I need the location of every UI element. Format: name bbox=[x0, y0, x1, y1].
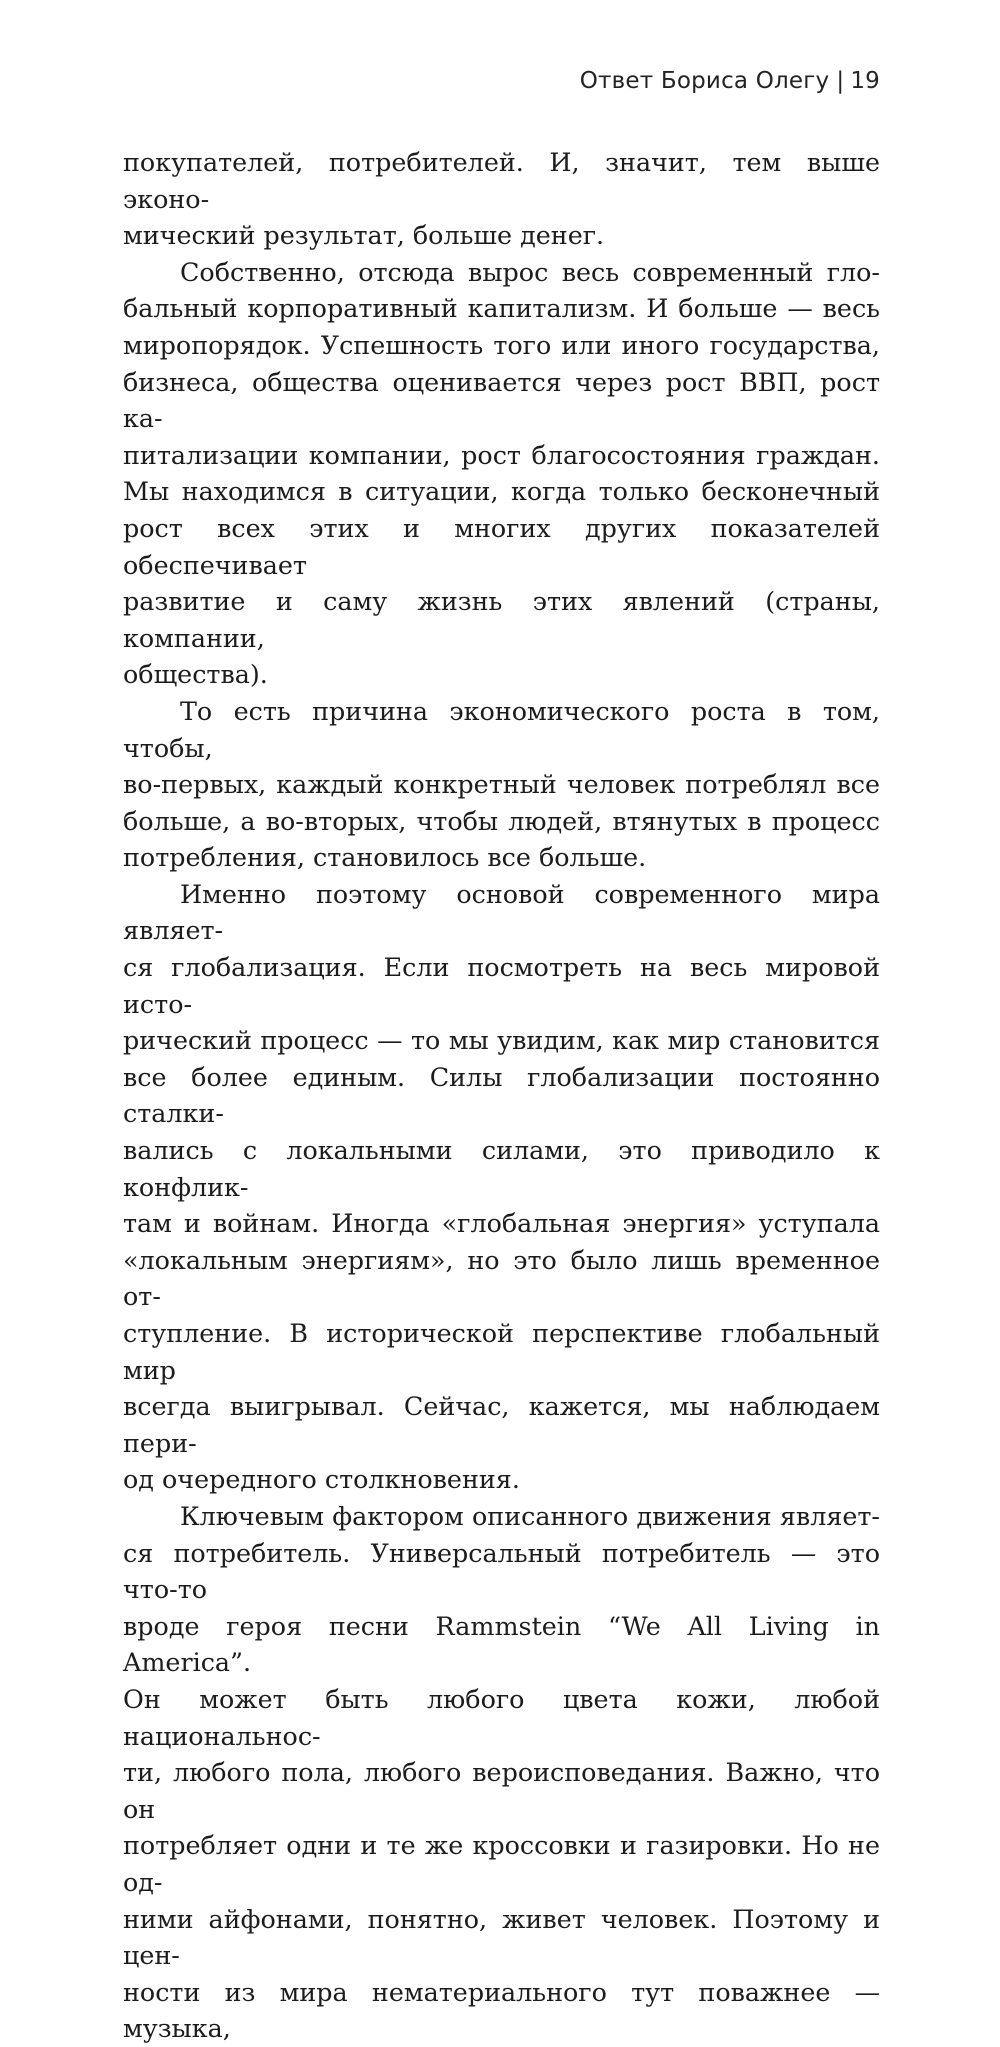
text-line: больше, а во-вторых, чтобы людей, втянутых в процесс bbox=[123, 805, 880, 836]
text-line: ними айфонами, понятно, живет человек. Поэтому и цен- bbox=[123, 1903, 880, 1971]
text-line: развитие и саму жизнь этих явлений (страны, компании, bbox=[123, 586, 880, 653]
text-line: все более единым. Силы глобализации постоянно сталки- bbox=[123, 1061, 880, 1129]
text-line: общества). bbox=[123, 659, 268, 690]
text-line: вались с локальными силами, это приводило к конфлик- bbox=[123, 1135, 880, 1202]
text-line: «локальным энергиям», но это было лишь временное от- bbox=[123, 1244, 880, 1312]
text-line: Собственно, отсюда вырос весь современный гло- bbox=[180, 256, 880, 287]
text-line: питализации компании, рост благосостояния граждан. bbox=[123, 439, 880, 470]
text-line: рост всех этих и многих других показателей обеспечивает bbox=[123, 512, 880, 580]
text-line: ти, любого пола, любого вероисповедания. Важно, что он bbox=[123, 1757, 880, 1824]
text-line: миропорядок. Успешность того или иного государства, bbox=[123, 329, 880, 360]
text-line: покупателей, потребителей. И, значит, тем выше эконо- bbox=[123, 147, 880, 214]
header-separator: | bbox=[836, 68, 845, 94]
text-line: ся глобализация. Если посмотреть на весь мировой исто- bbox=[123, 952, 880, 1019]
page-number: 19 bbox=[850, 68, 880, 94]
text-line: рический процесс — то мы увидим, как мир становится bbox=[123, 1025, 880, 1056]
body-text bbox=[123, 144, 880, 2047]
running-header bbox=[580, 68, 880, 94]
text-line: там и войнам. Иногда «глобальная энергия» уступала bbox=[123, 1208, 880, 1239]
text-line: мический результат, больше денег. bbox=[123, 220, 605, 251]
text-line: ности из мира нематериального тут поважнее — музыка, bbox=[123, 1976, 880, 2044]
text-line: ступление. В исторической перспективе глобальный мир bbox=[123, 1318, 880, 1385]
text-line: То есть причина экономического роста в том, чтобы, bbox=[123, 695, 880, 763]
text-line: Ключевым фактором описанного движения являет- bbox=[180, 1500, 880, 1531]
text-line: потребляет одни и те же кроссовки и газировки. Но не од- bbox=[123, 1830, 880, 1897]
text-line: во-первых, каждый конкретный человек потреблял все bbox=[123, 769, 880, 800]
text-line: бизнеса, общества оценивается через рост ВВП, рост ка- bbox=[123, 366, 880, 434]
text-line: потребления, становилось все больше. bbox=[123, 842, 647, 873]
text-line: ся потребитель. Универсальный потребитель — это что-то bbox=[123, 1537, 880, 1605]
text-line: вроде героя песни Rammstein “We All Living in America”. bbox=[123, 1610, 880, 1678]
text-line: Именно поэтому основой современного мира являет- bbox=[123, 878, 880, 946]
text-line: Он может быть любого цвета кожи, любой национальнос- bbox=[123, 1683, 880, 1751]
text-line: всегда выигрывал. Сейчас, кажется, мы наблюдаем пери- bbox=[123, 1391, 880, 1458]
running-title: Ответ Бориса Олегу bbox=[579, 68, 830, 94]
text-line: од очередного столкновения. bbox=[123, 1464, 520, 1495]
text-line: Мы находимся в ситуации, когда только бесконечный bbox=[123, 476, 880, 507]
text-line: бальный корпоративный капитализм. И больше — весь bbox=[123, 293, 880, 324]
